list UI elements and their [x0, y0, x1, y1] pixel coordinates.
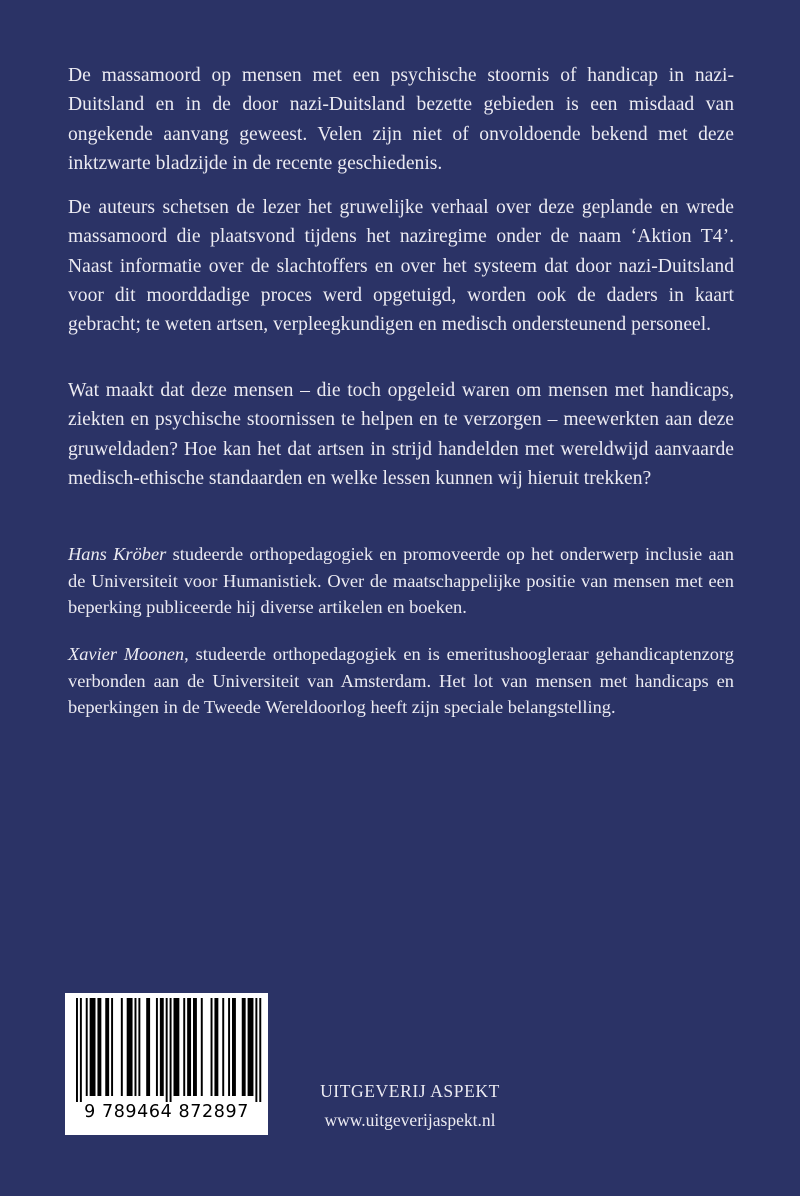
barcode-bar [232, 998, 236, 1096]
intro-paragraph: De massamoord op mensen met een psychische stoornis of handicap in nazi-Duitsland en in de door nazi-Duitsland bezette gebieden is een misdaad van ongekende aanvang geweest. Velen zijn niet of onvoldoende bekend met deze inktzwarte bladzijde in de recente geschiedenis. [68, 65, 734, 174]
question-paragraph: Wat maakt dat deze mensen – die toch opgeleid waren om mensen met handicaps, ziekten en psychische stoornissen te helpen en te verzorgen – meewerkten aan deze gruweldaden? Hoe kan het dat artsen in strijd handelden met wereldwijd aanvaarde medisch-ethische standaarden en welke lessen kunnen wij hieruit trekken? [68, 380, 734, 489]
publisher-name: UITGEVERIJ ASPEKT [320, 1081, 500, 1101]
author-bio-moonen [68, 641, 734, 721]
barcode-bar [97, 998, 101, 1096]
author-name: Xavier Moonen [68, 644, 185, 664]
barcode-bar [76, 998, 78, 1102]
barcode-bars [70, 998, 263, 1102]
publisher-url: www.uitgeverijaspekt.nl [324, 1110, 496, 1130]
barcode-bar [187, 998, 191, 1096]
barcode-bar [127, 998, 133, 1096]
barcode-bar [105, 998, 109, 1096]
barcode-bar [193, 998, 197, 1096]
author-bio-kroeber [68, 541, 734, 621]
barcode-bar [259, 998, 261, 1102]
barcode-bar [201, 998, 203, 1096]
author-bio-text: studeerde orthopedagogiek en promoveerde op het onderwerp inclusie aan de Universiteit voor Humanistiek. Over de maatschappelijke positie van mensen met een beperking publiceerde hij diverse artikelen en boeken. [68, 544, 735, 617]
barcode-bar [90, 998, 96, 1096]
barcode-bar [174, 998, 180, 1096]
barcode-bar [156, 998, 158, 1096]
isbn-barcode [65, 993, 268, 1135]
summary-paragraph: De auteurs schetsen de lezer het gruwelijke verhaal over deze geplande en wrede massamoord die plaatsvond tijdens het naziregime onder de naam ‘Aktion T4’. Naast informatie over de slachtoffers en over het systeem dat door nazi-Duitsland voor dit moorddadige proces werd opgetuigd, worden ook de daders in kaart gebracht; te weten artsen, verpleegkundigen en medisch ondersteunend personeel. [68, 197, 734, 336]
barcode-bar [166, 998, 168, 1102]
author-bio-text: , studeerde orthopedagogiek en is emeritushoogleraar gehandicaptenzorg verbonden aan de Universiteit van Amsterdam. Het lot van mensen met handicaps en beperkingen in de Tweede Wereldoorlog heeft zijn speciale belangstelling. [68, 644, 734, 717]
barcode-bar [211, 998, 213, 1096]
barcode-bar [222, 998, 224, 1096]
barcode-bar [138, 998, 140, 1096]
author-name: Hans Kröber [68, 544, 167, 564]
barcode-bar [214, 998, 218, 1096]
barcode-bar [248, 998, 254, 1096]
barcode-bar [80, 998, 82, 1102]
barcode-bar [111, 998, 113, 1096]
barcode-bar [183, 998, 185, 1096]
barcode-bar [170, 998, 172, 1102]
barcode-bar [160, 998, 164, 1096]
barcode-bar [242, 998, 246, 1096]
barcode-bar [135, 998, 137, 1096]
barcode-bar [255, 998, 257, 1102]
barcode-bar [86, 998, 88, 1096]
barcode-bar [146, 998, 150, 1096]
isbn-number: 9 789464 872897 [84, 1102, 249, 1122]
barcode-bar [228, 998, 230, 1096]
barcode-bar [121, 998, 123, 1096]
